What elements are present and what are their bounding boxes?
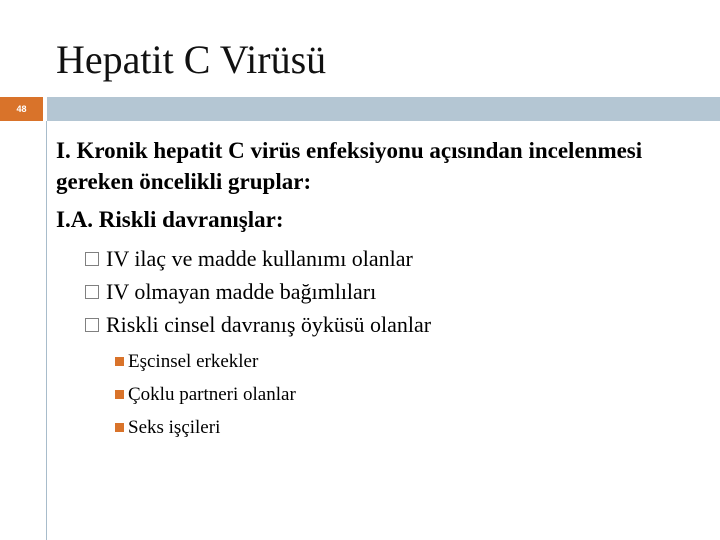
checkbox-icon	[85, 285, 99, 299]
sub-list-item-text: Seks işçileri	[128, 417, 221, 438]
slide-number: 48	[0, 97, 43, 121]
heading-risk-behaviours: I.A. Riskli davranışlar:	[56, 207, 284, 232]
list-item-text: IV ilaç ve madde kullanımı olanlar	[106, 246, 413, 271]
heading-groups: I. Kronik hepatit C virüs enfeksiyonu açısından incelenmesi gereken öncelikli gruplar:	[56, 138, 643, 194]
list-item	[56, 242, 706, 275]
title-divider-bar	[47, 97, 720, 121]
slide-title: Hepatit C Virüsü	[56, 37, 327, 82]
bullet-list	[56, 242, 706, 341]
checkbox-icon	[85, 318, 99, 332]
sub-bullet-list	[56, 345, 706, 444]
list-item	[56, 275, 706, 308]
list-item-text: IV olmayan madde bağımlıları	[106, 279, 377, 304]
square-bullet-icon	[115, 423, 124, 432]
square-bullet-icon	[115, 390, 124, 399]
square-bullet-icon	[115, 357, 124, 366]
list-item	[56, 308, 706, 341]
sub-list-item	[56, 378, 706, 411]
sub-list-item	[56, 411, 706, 444]
list-item-text: Riskli cinsel davranış öyküsü olanlar	[106, 312, 432, 337]
sub-list-item	[56, 345, 706, 378]
sub-list-item-text: Çoklu partneri olanlar	[128, 384, 296, 405]
left-divider-line	[46, 121, 47, 540]
sub-list-item-text: Eşcinsel erkekler	[128, 351, 259, 372]
checkbox-icon	[85, 252, 99, 266]
slide-body	[56, 135, 706, 444]
